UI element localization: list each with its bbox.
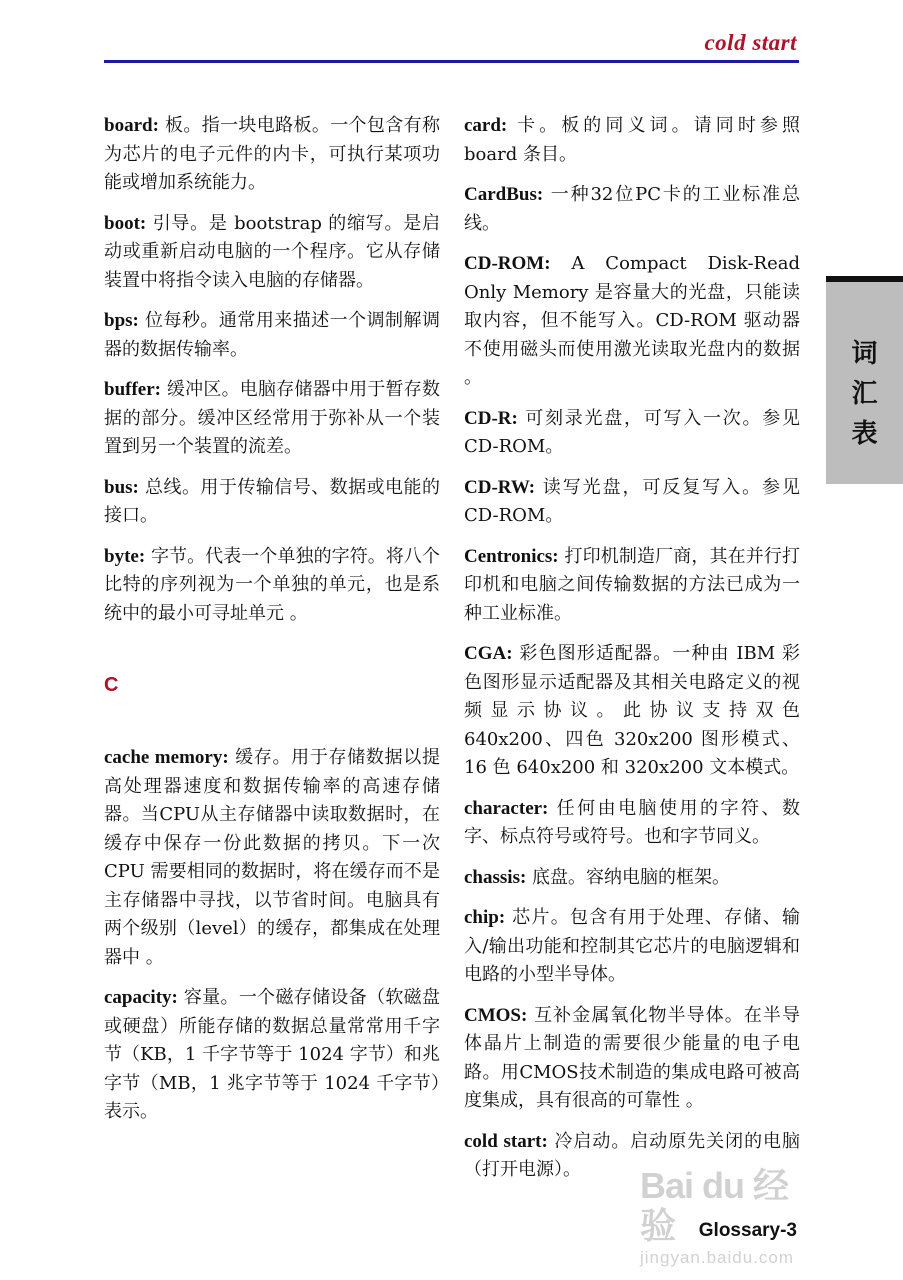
glossary-entry — [104, 744, 440, 972]
side-tab-char: 词 — [851, 339, 878, 369]
glossary-definition: A Compact Disk-Read Only Memory 是容量大的光盘，只能读取内容，但不能写入。CD-ROM 驱动器不使用磁头而使用激光读取光盘内的数据 。 — [464, 253, 800, 388]
glossary-entry — [464, 405, 800, 462]
glossary-definition: 可刻录光盘，可写入一次。参见 CD-ROM。 — [464, 407, 800, 457]
glossary-entry — [104, 112, 440, 198]
glossary-entry — [104, 307, 440, 364]
glossary-entry — [464, 474, 800, 531]
glossary-term: CD-ROM: — [464, 253, 551, 274]
section-letter: C — [104, 674, 119, 696]
glossary-definition: 读写光盘，可反复写入。参见 CD-ROM。 — [464, 476, 800, 526]
glossary-definition: 芯片。包含有用于处理、存储、输入/输出功能和控制其它芯片的电脑逻辑和电路的小型半导体。 — [464, 907, 801, 985]
glossary-definition: 打印机制造厂商，其在并行打印机和电脑之间传输数据的方法已成为一种工业标准。 — [464, 545, 800, 624]
glossary-term: board: — [104, 115, 159, 136]
running-header-title: cold start — [704, 30, 797, 55]
glossary-side-tab — [826, 276, 903, 484]
glossary-term: buffer: — [104, 379, 161, 400]
glossary-entry — [464, 864, 800, 893]
glossary-entry — [104, 474, 440, 531]
left-column — [104, 112, 440, 1139]
glossary-term: boot: — [104, 212, 147, 234]
glossary-term: CGA: — [464, 643, 513, 664]
glossary-entry — [464, 112, 800, 169]
glossary-definition: 引导。是 bootstrap 的缩写。是启动或重新启动电脑的一个程序。它从存储装置中将指令读入电脑的存储器。 — [104, 212, 440, 291]
glossary-term: CD-R: — [464, 407, 518, 429]
glossary-term: CardBus: — [464, 184, 544, 205]
glossary-term: CD-RW: — [464, 476, 536, 498]
glossary-term: chassis: — [464, 866, 527, 888]
glossary-entry — [104, 543, 440, 629]
watermark-url: jingyan.baidu.com — [640, 1248, 795, 1267]
watermark-logo: Bai du 经验 — [640, 1165, 789, 1246]
side-tab-char: 表 — [851, 419, 878, 449]
left-entries-before — [104, 112, 440, 628]
glossary-term: character: — [464, 797, 549, 819]
header-rule — [104, 60, 799, 63]
right-entries — [464, 112, 800, 1185]
glossary-definition: 字节。代表一个单独的字符。将八个比特的序列视为一个单独的单元，也是系统中的最小可寻址单元 。 — [104, 545, 440, 624]
glossary-term: CMOS: — [464, 1004, 528, 1026]
glossary-entry — [464, 904, 800, 990]
glossary-definition: 卡。板的同义词。请同时参照 board 条目。 — [464, 115, 800, 165]
glossary-term: chip: — [464, 907, 506, 928]
side-tab-char: 汇 — [851, 379, 878, 409]
glossary-definition: 冷启动。启动原先关闭的电脑（打开电源）。 — [464, 1130, 800, 1180]
glossary-entry — [464, 181, 800, 238]
glossary-term: card: — [464, 115, 508, 136]
glossary-entry — [104, 210, 440, 296]
glossary-entry — [104, 376, 440, 462]
left-entries-after — [104, 744, 440, 1127]
glossary-entry — [464, 543, 800, 629]
glossary-definition: 互补金属氧化物半导体。在半导体晶片上制造的需要很少能量的电子电路。用CMOS技术制造的集成电路可被高度集成，具有很高的可靠性 。 — [464, 1004, 800, 1111]
glossary-definition: 位每秒。通常用来描述一个调制解调器的数据传输率。 — [104, 310, 440, 360]
glossary-definition: 板。指一块电路板。一个包含有称为芯片的电子元件的内卡，可执行某项功能或增加系统能力。 — [104, 115, 440, 193]
glossary-term: Centronics: — [464, 545, 559, 567]
glossary-entry — [464, 640, 800, 783]
glossary-definition: 任何由电脑使用的字符、数字、标点符号或符号。也和字节同义。 — [464, 797, 800, 847]
page-number: Glossary-3 — [698, 1220, 797, 1241]
glossary-definition: 一种32位PC卡的工业标准总线。 — [464, 184, 800, 234]
glossary-definition: 彩色图形适配器。一种由 IBM 彩色图形显示适配器及其相关电路定义的视频显示协议。此协议支持双色 640x200、四色 320x200 图形模式、16 色 640x200 和 320x200 文本模式。 — [464, 643, 800, 778]
glossary-term: bps: — [104, 310, 139, 331]
glossary-term: cache memory: — [104, 747, 229, 768]
glossary-definition: 缓存。用于存储数据以提高处理器速度和数据传输率的高速存储器。当CPU从主存储器中读取数据时，在缓存中保存一份此数据的拷贝。下一次 CPU 需要相同的数据时，将在缓存而不是主存储器中寻找，以节省时间。电脑具有两个级别（level）的缓存，都集成在处理器中 。 — [104, 747, 440, 968]
glossary-term: cold start: — [464, 1130, 548, 1152]
right-column — [464, 112, 800, 1197]
glossary-entry — [464, 250, 800, 393]
glossary-entry — [464, 1002, 800, 1116]
glossary-definition: 缓冲区。电脑存储器中用于暂存数据的部分。缓冲区经常用于弥补从一个装置到另一个装置的流差。 — [104, 379, 440, 457]
baidu-watermark — [640, 1166, 810, 1266]
glossary-definition: 容量。一个磁存储设备（软磁盘或硬盘）所能存储的数据总量常常用千字节（KB，1 千字节等于 1024 字节）和兆字节（MB，1 兆字节等于 1024 千字节）表示。 — [104, 987, 440, 1122]
glossary-entry — [464, 795, 800, 852]
glossary-term: capacity: — [104, 987, 178, 1008]
glossary-definition: 底盘。容纳电脑的框架。 — [526, 866, 731, 888]
glossary-term: bus: — [104, 476, 139, 498]
side-tab-label — [826, 334, 903, 454]
glossary-term: byte: — [104, 545, 146, 567]
glossary-definition: 总线。用于传输信号、数据或电能的接口。 — [104, 476, 440, 526]
glossary-entry — [104, 984, 440, 1127]
